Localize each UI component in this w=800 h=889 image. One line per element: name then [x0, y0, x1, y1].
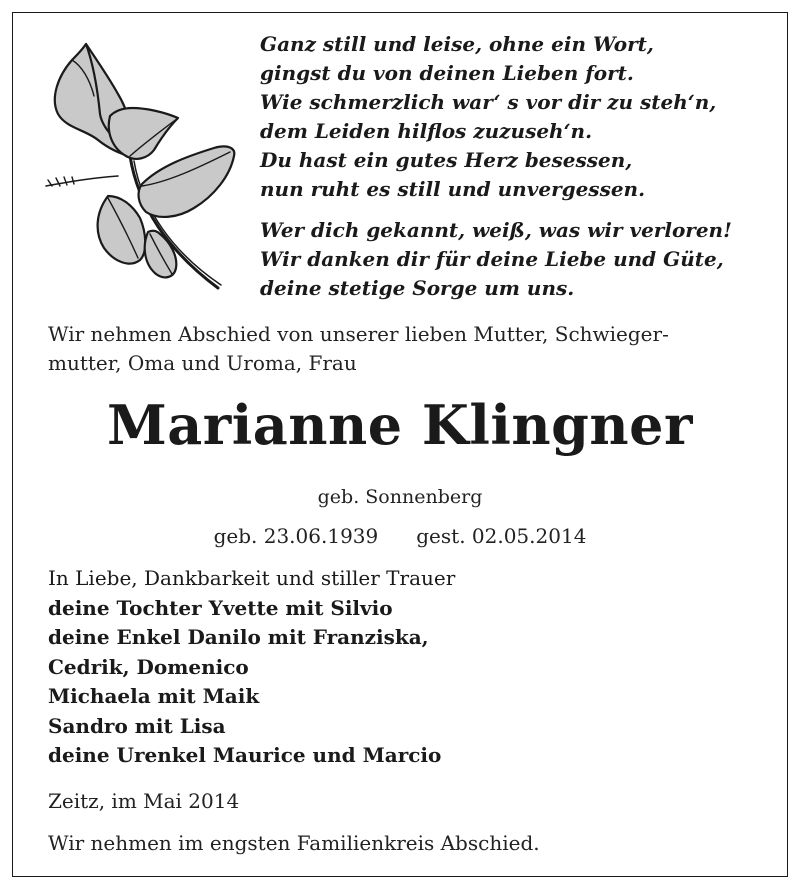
stanza-gap	[260, 204, 780, 216]
farewell-intro	[48, 320, 768, 378]
mourner-line: Sandro mit Lisa	[48, 713, 226, 738]
mourner-line: deine Enkel Danilo mit Franziska,	[48, 625, 429, 649]
intro-line: mutter, Oma und Uroma, Frau	[48, 351, 357, 375]
poem-line: Du hast ein gutes Herz besessen,	[260, 148, 633, 172]
poem-line: Wer dich gekannt, weiß, was wir verloren!	[260, 218, 732, 242]
poem-line: gingst du von deinen Lieben fort.	[260, 61, 634, 85]
poem-line: nun ruht es still und unvergessen.	[260, 177, 646, 201]
mourners-intro: In Liebe, Dankbarkeit und stiller Trauer	[48, 566, 456, 590]
deceased-name: Marianne Klingner	[107, 393, 693, 457]
mourner-line: Michaela mit Maik	[48, 684, 260, 708]
mourner-line: deine Urenkel Maurice und Marcio	[48, 743, 442, 767]
poem-line: Ganz still und leise, ohne ein Wort,	[260, 32, 654, 56]
poem-line: Wie schmerzlich war‘ s vor dir zu steh‘n,	[260, 90, 717, 114]
intro-line: Wir nehmen Abschied von unserer lieben Mutter, Schwieger-	[48, 322, 669, 346]
mourner-line: Cedrik, Domenico	[48, 654, 249, 679]
place-date: Zeitz, im Mai 2014	[48, 789, 240, 813]
mourner-line: deine Tochter Yvette mit Silvio	[48, 595, 393, 620]
poem-line: Wir danken dir für deine Liebe und Güte,	[260, 247, 724, 271]
birth-date: geb. 23.06.1939	[213, 524, 379, 548]
life-dates	[0, 522, 800, 550]
poem	[260, 30, 780, 303]
mourners-list	[48, 564, 768, 771]
poem-line: deine stetige Sorge um uns.	[260, 276, 575, 300]
calla-lily-icon	[38, 36, 248, 296]
funeral-note: Wir nehmen im engsten Familienkreis Abschied.	[48, 831, 540, 855]
death-date: gest. 02.05.2014	[416, 524, 587, 548]
birth-name: geb. Sonnenberg	[317, 486, 483, 508]
poem-line: dem Leiden hilflos zuzuseh‘n.	[260, 119, 593, 143]
